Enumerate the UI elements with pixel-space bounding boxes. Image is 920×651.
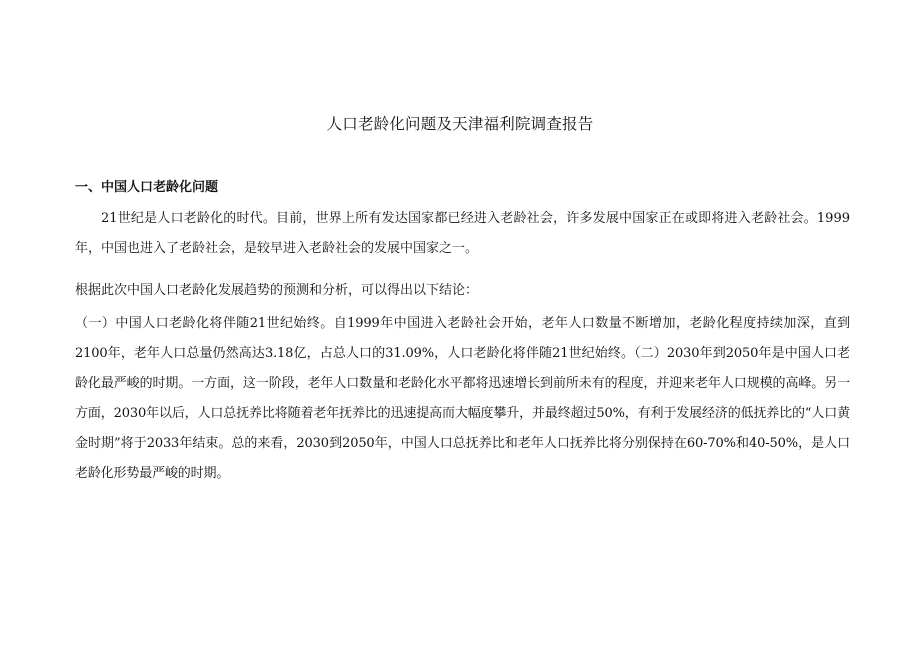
- paragraph-intro: 21世纪是人口老龄化的时代。目前，世界上所有发达国家都已经进入老龄社会，许多发展中国家正在或即将进入老龄社会。1999年，中国也进入了老龄社会，是较早进入老龄社会的发展中国家之一。: [75, 211, 850, 256]
- section-heading: 一、中国人口老龄化问题: [75, 180, 219, 195]
- document-title: 人口老龄化问题及天津福利院调查报告: [326, 115, 594, 133]
- paragraph-conclusion-lead: 根据此次中国人口老龄化发展趋势的预测和分析，可以得出以下结论：: [75, 283, 479, 298]
- paragraph-conclusions: （一）中国人口老龄化将伴随21世纪始终。自1999年中国进入老龄社会开始，老年人口数量不断增加，老龄化程度持续加深，直到2100年，老年人口总量仍然高达3.18亿，占总人口的31.09%，人口老龄化将伴随21世纪始终。（二）2030年到2050年是中国人口老龄化最严峻的时期。一方面，这一阶段，老年人口数量和老龄化水平都将迅速增长到前所未有的程度，并迎来老年人口规模的高峰。另一方面，2030年以后，人口总抚养比将随着老年抚养比的迅速提高而大幅度攀升，并最终超过50%，有利于发展经济的低抚养比的“人口黄金时期”将于2033年结束。总的来看，2030到2050年，中国人口总抚养比和老年人口抚养比将分别保持在60-70%和40-50%，是人口老龄化形势最严峻的时期。: [75, 316, 850, 481]
